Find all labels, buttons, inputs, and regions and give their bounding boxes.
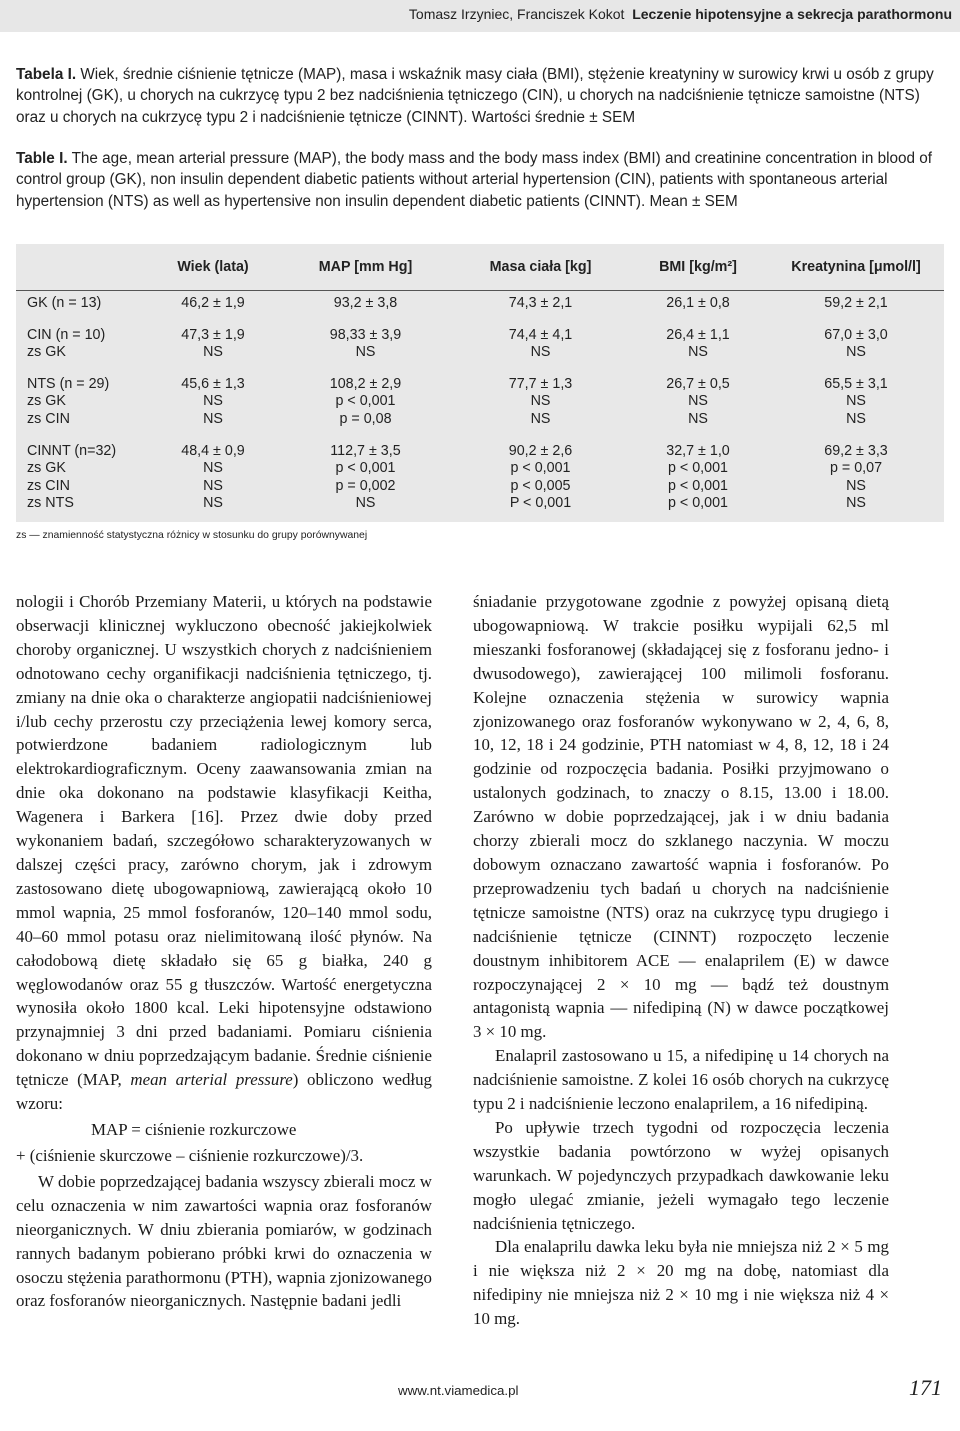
header-title: Leczenie hipotensyjne a sekrecja parathormonu [632, 6, 952, 22]
caption-label: Table I. [16, 150, 68, 167]
table-cell: 32,7 ± 1,0 [666, 442, 730, 459]
table-cell: NS [688, 410, 708, 427]
table-cell: NS [530, 393, 551, 410]
table-cell: 67,0 ± 3,0 [824, 326, 888, 343]
row-label-cell: zs NTS [27, 495, 74, 512]
table-row [16, 393, 944, 411]
table-cell: P < 0,001 [509, 495, 572, 512]
row-label-cell: NTS (n = 29) [27, 375, 110, 392]
column-header: BMI [kg/m²] [628, 244, 768, 291]
table-cell: 59,2 ± 2,1 [824, 295, 888, 311]
data-table [16, 244, 944, 513]
table-cell: 90,2 ± 2,6 [508, 442, 573, 459]
table-cell: NS [355, 344, 376, 361]
table-cell: p < 0,001 [667, 460, 729, 477]
formula-line: + (ciśnienie skurczowe – ciśnienie rozkurczowe)/3. [16, 1145, 364, 1165]
paragraph: Enalapril zastosowano u 15, a nifedipinę u 14 chorych na nadciśnienie samoistne. Z kolei 16 osób chorych na cukrzycę typu 2 i nadciśnienie leczono enalaprilem, a 16 nifedipiną. [473, 1046, 889, 1114]
table-cell: 48,4 ± 0,9 [181, 442, 245, 459]
table-cell: NS [203, 495, 223, 512]
table-footnote: zs — znamienność statystyczna różnicy w stosunku do grupy porównywanej [16, 530, 368, 541]
row-label-cell: CINNT (n=32) [27, 442, 117, 459]
table-cell: p < 0,001 [510, 460, 571, 477]
table-cell: NS [355, 495, 376, 512]
table-row [16, 362, 944, 394]
data-table-panel [16, 244, 944, 522]
table-header-row [16, 244, 944, 291]
table-cell: 74,3 ± 2,1 [508, 295, 573, 311]
table-cell: 108,2 ± 2,9 [329, 375, 402, 392]
row-label-cell: CIN (n = 10) [27, 326, 106, 343]
table-cell: 93,2 ± 3,8 [333, 295, 398, 311]
table-cell: NS [203, 460, 223, 477]
row-label-cell: zs GK [27, 393, 66, 410]
table-cell: 65,5 ± 3,1 [824, 375, 888, 392]
table-row [16, 344, 944, 362]
caption-text: The age, mean arterial pressure (MAP), the body mass and the body mass index (BMI) and creatinine concentration in blood of control group (GK), non insulin dependent diabetic patients without arterial hypertension (CIN), patients with spontaneous arterial hypertension (NTS) as well as hypertensive non insulin dependent diabetic patients (CINNT). Mean ± SEM [16, 150, 933, 210]
row-label-cell: zs GK [27, 460, 66, 477]
table-cell: 26,4 ± 1,1 [666, 326, 730, 343]
table-cell: NS [846, 344, 866, 361]
table-cell: 98,33 ± 3,9 [329, 326, 402, 343]
table-row [16, 460, 944, 478]
table-cell: 74,4 ± 4,1 [508, 326, 573, 343]
table-cell: p < 0,001 [335, 460, 396, 477]
header-authors: Tomasz Irzyniec, Franciszek Kokot [408, 6, 625, 22]
table-cell: NS [688, 393, 708, 410]
table-cell: 77,7 ± 1,3 [508, 375, 573, 392]
table-cell: p < 0,001 [335, 393, 396, 410]
row-label-cell: zs CIN [27, 477, 70, 494]
table-cell: NS [846, 393, 866, 410]
text-column-right [473, 590, 889, 1331]
table-cell: p = 0,07 [829, 460, 883, 477]
running-header [0, 0, 960, 32]
table-cell: p = 0,002 [335, 477, 396, 494]
column-header: Kreatynina [μmol/l] [768, 244, 944, 291]
caption-text: Wiek, średnie ciśnienie tętnicze (MAP), masa i wskaźnik masy ciała (BMI), stężenie kreatyniny w surowicy krwi u osób z grupy kontrolnej (GK), u chorych na cukrzycę typu 2 bez nadciśnienia tętniczego (CIN), u chorych na nadciśnienie tętnicze samoistne (NTS) oraz u chorych na cukrzycę typu 2 i nadciśnienie tętnicze (CINNT). Wartości średnie ± SEM [16, 66, 934, 126]
table-cell: NS [846, 410, 866, 427]
paragraph-text: nologii i Chorób Przemiany Materii, u których na podstawie obserwacji klinicznej wykluczono obecność jakiejkolwiek choroby organicznej. U wszystkich chorych z nadciśnieniem odnotowano cechy organifikacji nadciśnienia tętniczego, tj. zmiany na dnie oka o charakterze angiopatii nadciśnieniowej i/lub cechy przerostu czy przeciążenia lewej komory serca, potwierdzone badaniem radiologicznym lub elektrokardiograficznym. Oceny zaawansowania zmian na dnie oka dokonano na podstawie klasyfikacji Keitha, Wagenera i Barkera [16]. Przez dwie doby przed wykonaniem badań, szczegółowo scharakteryzowanych w dalszej części pracy, zarówno chorym, jak i zdrowym zastosowano dietę ubogowapniową, zawierającą około 10 mmol wapnia, 25 mmol fosforanów, 120–140 mmol sodu, 40–60 mmol potasu oraz nielimitowaną ilość płynów. Na całodobową dietę składało się 65 g białka, 240 g węglowodanów oraz 55 g tłuszczów. Wartość energetyczna wynosiła około 1800 kcal. Leki hipotensyjne odstawiono przynajmniej 3 dni przed badaniami. Pomiaru ciśnienia dokonano w dniu poprzedzającym badanie. Średnie ciśnienie tętnicze (MAP, [16, 592, 432, 1090]
table-row [16, 291, 944, 313]
page-number: 171 [909, 1375, 942, 1400]
paragraph: Dla enalaprilu dawka leku była nie mniejsza niż 2 × 5 mg i nie większa niż 2 × 20 mg na dobę, natomiast dla nifedipiny nie mniejsza niż 2 × 10 mg i nie większa niż 4 × 10 mg. [473, 1237, 889, 1329]
table-cell: 46,2 ± 1,9 [181, 295, 245, 311]
table-cell: NS [846, 495, 866, 512]
column-header [16, 244, 148, 291]
table-row [16, 411, 944, 429]
table-row [16, 478, 944, 496]
paragraph [16, 590, 432, 1116]
column-header: MAP [mm Hg] [278, 244, 453, 291]
paragraph: śniadanie przygotowane zgodnie z powyżej opisaną dietą ubogowapniową. W trakcie posiłku wypijali 62,5 ml mieszanki fosforanowej (składającej się z fosforanu jedno- i dwusodowego), zawierającej 100 milimoli fosforanu. Kolejne oznaczenia stężenia w surowicy wapnia zjonizowanego oraz fosforanów wykonywano w 2, 4, 6, 8, 10, 12, 18 i 24 godzinie, PTH natomiast w 4, 8, 12, 18 i 24 godzinie od rozpoczęcia badania. Posiłki przyjmowano o ustalonych godzinach, to znaczy o 8.15, 13.00 i 18.00. Zarówno w dobie poprzedzającej, jak i w dniu badania chorzy zbierali mocz do szklanego naczynia. W moczu dobowym oznaczano zawartość wapnia i fosforanów. Po przeprowadzeniu tych badań u chorych na nadciśnienie tętnicze samoistne (NTS) oraz na cukrzycę typu drugiego i nadciśnienie tętnicze (CINNT) rozpoczęto leczenie doustnym inhibitorem ACE — enalaprilem (E) w dawce rozpoczynającej 2 × 10 mg — bądź też doustnym antagonistą wapnia — nifedipiną (N) w dawce początkowej 3 × 10 mg. [473, 592, 889, 1042]
table-cell: p < 0,005 [510, 477, 571, 494]
paragraph: W dobie poprzedzającej badania wszyscy zbierali mocz w celu oznaczenia w nim zawartości wapnia oraz fosforanów nieorganicznych. W dniu zbierania pomiarów, w godzinach rannych badanym pobierano próbki krwi do oznaczenia w osoczu stężenia parathormonu (PTH), wapnia zjonizowanego oraz fosforanów nieorganicznych. Następnie badani jedli [16, 1171, 432, 1311]
table-caption-polish [16, 64, 946, 128]
formula-line: MAP = ciśnienie rozkurczowe [91, 1119, 297, 1139]
table-cell: NS [203, 344, 223, 361]
table-caption-english [16, 148, 946, 212]
table-cell: 45,6 ± 1,3 [181, 375, 245, 392]
table-cell: p < 0,001 [667, 477, 729, 494]
text-column-left [16, 590, 432, 1313]
table-cell: NS [688, 344, 708, 361]
running-header-text [409, 6, 952, 22]
paragraph-emphasis: mean arterial pressure [130, 1070, 293, 1090]
table-cell: 112,7 ± 3,5 [330, 442, 401, 459]
paragraph-text: ) obliczono według wzoru: [16, 1070, 432, 1114]
table-cell: NS [530, 344, 551, 361]
caption-label: Tabela I. [16, 66, 77, 83]
table-cell: NS [846, 477, 866, 494]
table-row [16, 495, 944, 513]
table-row [16, 429, 944, 461]
table-cell: p = 0,08 [339, 410, 392, 427]
table-cell: NS [203, 393, 223, 410]
table-cell: 47,3 ± 1,9 [181, 326, 245, 343]
table-cell: 69,2 ± 3,3 [824, 442, 888, 459]
column-header: Wiek (lata) [148, 244, 278, 291]
row-label-cell: GK (n = 13) [27, 295, 102, 311]
table-cell: 26,1 ± 0,8 [666, 295, 730, 311]
table-row [16, 313, 944, 345]
table-cell: 26,7 ± 0,5 [666, 375, 730, 392]
table-cell: NS [203, 477, 223, 494]
column-header: Masa ciała [kg] [453, 244, 628, 291]
table-cell: NS [530, 410, 551, 427]
paragraph: Po upływie trzech tygodni od rozpoczęcia leczenia wszystkie badania powtórzono w wyżej opisanych warunkach. W pojedynczych przypadkach dawkowanie leku mogło ulegać zmianie, jeżeli wymagało tego leczenie nadciśnienia tętniczego. [473, 1117, 889, 1233]
table-cell: NS [203, 410, 223, 427]
table-cell: p < 0,001 [667, 495, 729, 512]
row-label-cell: zs GK [27, 344, 66, 361]
journal-website: www.nt.viamedica.pl [398, 1383, 519, 1398]
row-label-cell: zs CIN [27, 410, 70, 427]
